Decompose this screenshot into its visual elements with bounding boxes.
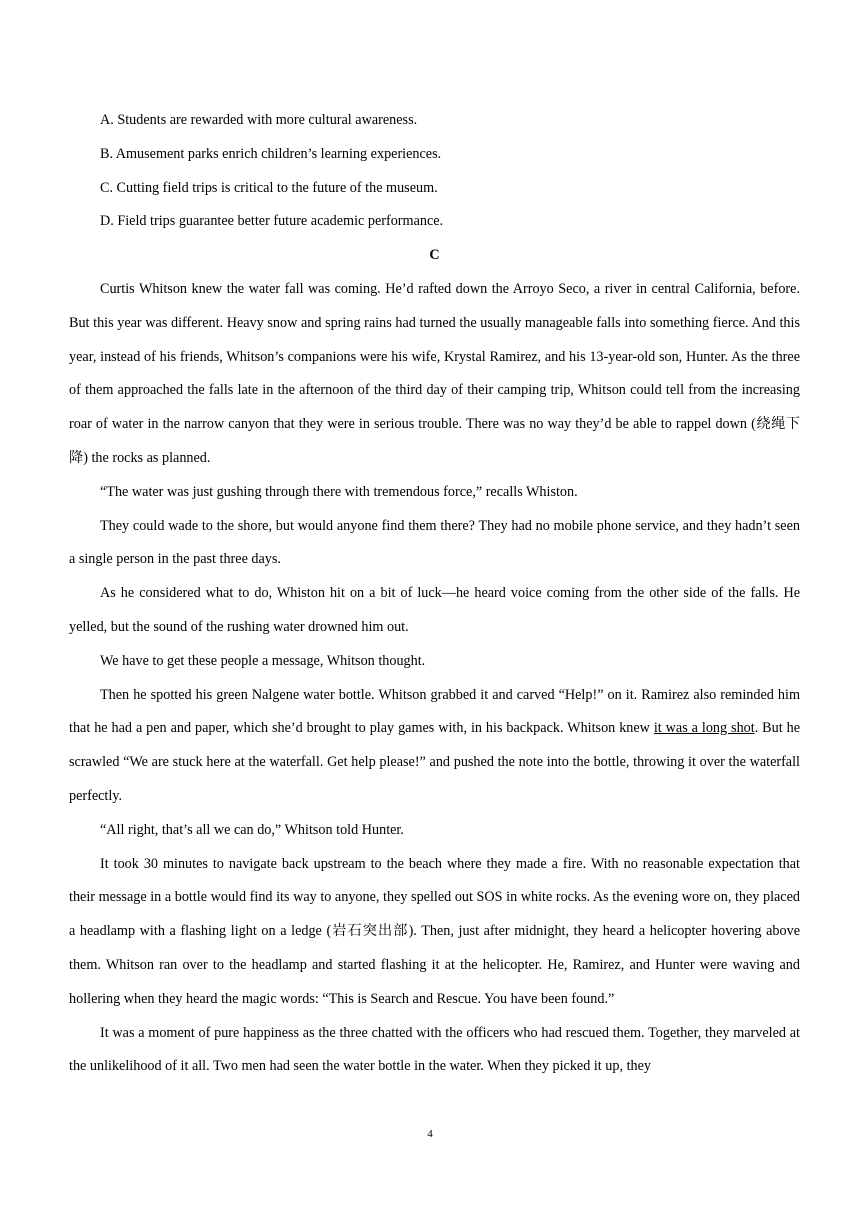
page-number: 4 <box>427 1128 433 1140</box>
paragraph-6 <box>69 679 800 814</box>
option-c: C. Cutting field trips is critical to the future of the museum. <box>100 179 438 196</box>
option-b: B. Amusement parks enrich children’s learning experiences. <box>100 145 442 162</box>
section-title: C <box>429 247 440 264</box>
paragraph-4: As he considered what to do, Whiston hit on a bit of luck—he heard voice coming from the other side of the falls. He yelled, but the sound of the rushing water drowned him out. <box>69 585 800 635</box>
paragraph-9: It was a moment of pure happiness as the three chatted with the officers who had rescued them. Together, they marveled at the unlikelihood of it all. Two men had seen the water bottle in the water. When they picked it up, they <box>69 1024 800 1075</box>
paragraph-6-text-before: Then he spotted his green Nalgene water bottle. Whitson grabbed it and carved “Help!” on it. Ramirez also reminded him that he had a pen and paper, which she’d brought to play games with, in his backpack. Whitson knew <box>69 686 800 737</box>
paragraph-8: It took 30 minutes to navigate back upstream to the beach where they made a fire. With no reasonable expectation that their message in a bottle would find its way to anyone, they spelled out SOS in white rocks. As the evening wore on, they placed a headlamp with a flashing light on a ledge (岩石突出部). Then, just after midnight, they heard a helicopter hovering above them. Whitson ran over to the headlamp and started flashing it at the helicopter. He, Ramirez, and Hunter were waving and hollering when they heard the magic words: “This is Search and Rescue. You have been found.” <box>69 855 800 1007</box>
underlined-phrase: it was a long shot <box>653 720 755 737</box>
answer-options <box>69 104 800 239</box>
option-a: A. Students are rewarded with more cultural awareness. <box>100 112 418 128</box>
paragraph-6-text-after: . But he scrawled “We are stuck here at the waterfall. Get help please!” and pushed the note into the bottle, throwing it over the waterfall perfectly. <box>69 720 801 804</box>
option-d: D. Field trips guarantee better future academic performance. <box>100 213 444 230</box>
paragraph-5: We have to get these people a message, Whitson thought. <box>100 652 426 669</box>
paragraph-2: “The water was just gushing through there with tremendous force,” recalls Whiston. <box>100 483 578 500</box>
paragraph-3: They could wade to the shore, but would anyone find them there? They had no mobile phone service, and they hadn’t seen a single person in the past three days. <box>69 517 800 568</box>
paragraph-7: “All right, that’s all we can do,” Whitson told Hunter. <box>100 821 404 838</box>
paragraph-1: Curtis Whitson knew the water fall was coming. He’d rafted down the Arroyo Seco, a river in central California, before. But this year was different. Heavy snow and spring rains had turned the usually manageable falls into something fierce. And this year, instead of his friends, Whitson’s companions were his wife, Krystal Ramirez, and his 13-year-old son, Hunter. As the three of them approached the falls late in the afternoon of the third day of their camping trip, Whitson could tell from the increasing roar of water in the narrow canyon that they were in serious trouble. There was no way they’d be able to rappel down (绕绳下降) the rocks as planned. <box>69 280 800 466</box>
document-page <box>69 104 800 1084</box>
